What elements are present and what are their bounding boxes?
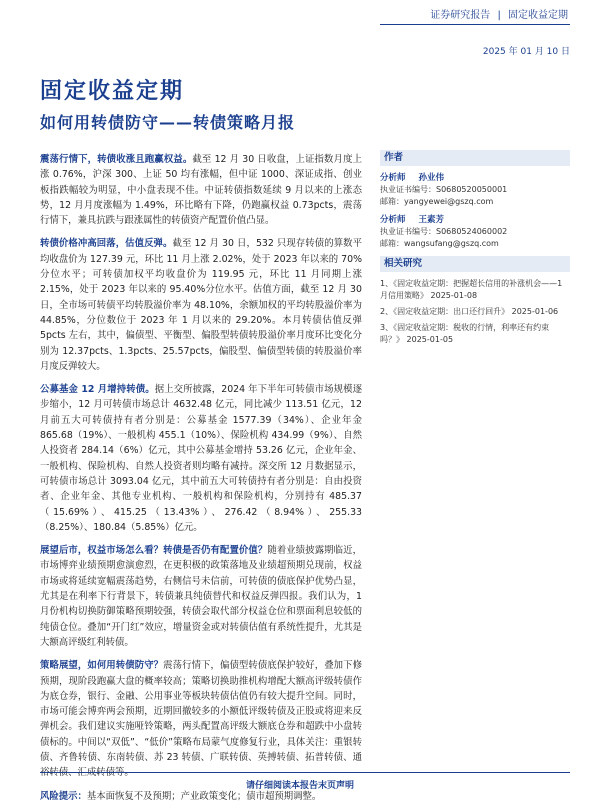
header-bar: [428, 6, 570, 21]
analyst-name: 王素芳: [418, 215, 444, 225]
section-holders: [40, 382, 362, 535]
analyst-cert: 执业证书编号：S0680520050001: [380, 185, 508, 194]
section-heading: 转债价格冲高回落，估值反弹。: [40, 238, 173, 250]
related-list: [380, 278, 570, 346]
section-heading: 风险提示：: [40, 790, 87, 802]
sidebar: [380, 150, 570, 350]
analyst-email[interactable]: 邮箱：wangsufang@gszq.com: [380, 239, 499, 248]
analyst-cert: 执业证书编号：S0680524060002: [380, 227, 508, 236]
section-heading: 展望后市，权益市场怎么看？转债是否仍有配置价值？: [40, 545, 268, 557]
section-body: 据上交所披露，2024 年下半年可转债市场规模逐步缩小，12 月可转债市场总计 4632.48 亿元，同比减少 113.51 亿元，12 月前五大可转债持有者分别是：公募基金 1577.39（34%）、企业年金 865.68（19%）、一般机构 455.1（10%）、保险机构 434.99（9%）、自然人投资者 284.14（6%）亿元，其中公募基金增持 53.26 亿元，企业年金、一般机构、保险机构、自然人投资者则均略有减持。深交所 12 月数据显示，可转债市场总计 3093.04 亿元，其中前五大可转债持有者分别是：自由投资者、企业年金、其他专业机构、一般机构和保险机构，分别持有 485.37（15.69%）、415.25（13.43%）、276.42（8.94%）、255.33（8.25%）、180.84（5.85%）亿元。: [40, 384, 363, 533]
section-body: 基本面恢复不及预期；产业政策变化；债市超预期调整。: [86, 790, 322, 802]
section-market: [40, 152, 362, 228]
analyst-email[interactable]: 邮箱：yangyewei@gszq.com: [380, 197, 494, 206]
related-title: 相关研究: [380, 256, 570, 272]
report-category-title: 固定收益定期: [40, 79, 185, 104]
related-item[interactable]: 2、《固定收益定期：出口还行回升》 2025-01-06: [380, 307, 559, 316]
section-body: 截至 12 月 30 日收盘，上证指数月度上涨 0.76%，沪深 300、上证 50 均有涨幅，但中证 1000、深证成指、创业板指跌幅较为明显，中小盘表现不佳。中证转债指数延续 9 月以来的上涨态势，12 月月度涨幅为 1.49%，环比略有下降，仍跑赢权益 0.73pcts，震荡行情下，兼具抗跌与跟涨属性的转债资产配置价值凸显。: [40, 154, 362, 227]
analyst-name: 孙业伟: [418, 173, 444, 183]
authors-title: 作者: [380, 150, 570, 166]
report-date: 2025 年 01 月 10 日: [482, 47, 570, 57]
section-heading: 策略展望，如何用转债防守？: [40, 660, 164, 672]
header-rule: [380, 24, 570, 25]
section-outlook: [40, 543, 362, 650]
footer-notice: 请仔细阅读本报告末页声明: [245, 781, 354, 791]
section-body: 随着业绩披露期临近，市场博弈业绩预期愈演愈烈，在更积极的政策落地及业绩超预期兑现前，权益市场或将延续宽幅震荡趋势，右侧信号未信前，可转债的债底保护优势凸显，尤其是在利率下行背景下，转债兼具纯债替代和权益反弹四报。我们认为，1 月份机构切换防御策略预期较强，转债会取代部分权益仓位和票面利息较低的纯债仓位。叠加“开门红”效应，增量资金或对转债估值有系统性提升，尤其是大额高评级红利转债。: [40, 545, 362, 648]
analyst-card: [380, 214, 570, 250]
header-separator: |: [497, 10, 501, 21]
section-valuation: [40, 236, 362, 374]
section-body: 截至 12 月 30 日，532 只现存转债的算数平均收盘价为 127.39 元，环比 11 月上涨 2.02%，处于 2023 年以来的 70%分位水平；可转债加权平均收盘价为 119.95 元，环比 11 月同期上涨 2.15%，处于 2023 年以来的 95.40%分位水平。估值方面，截至 12 月 30 日，全市场可转债平均转股溢价率为 48.10%，余额加权的平均转股溢价率为 44.85%，分位数位于 2023 年 1 月以来的 29.20%。本月转债估值反弹 5pcts 左右，其中，偏债型、平衡型、偏股型转债转股溢价率月度环比变化分别为 12.37pcts、1.3pcts、25.57pcts，偏股型、偏债型转债的转股溢价率月度反弹较大。: [40, 238, 362, 372]
related-item[interactable]: 1、《固定收益定期：把握超长信用的补涨机会——1 月信用策略》 2025-01-08: [380, 279, 563, 300]
main-content: [40, 152, 362, 812]
section-strategy: [40, 658, 362, 780]
section-heading: 公募基金 12 月增持转债。: [40, 384, 155, 396]
section-body: 震荡行情下，偏债型转债底保护较好，叠加下修预期，现阶段跑赢大盘的概率较高；策略切换助推机构增配大额高评级转债作为底仓券，银行、金融、公用事业等板块转债估值仍有较大提升空间。同时，市场可能会博弈两会预期，近期回撤较多的小额低评级转债及正股或将迎来反弹机会。我们建议实施哑铃策略，两头配置高评级大额底仓券和超跌中小盘转债标的。中间以“双低”、“低价”策略布局蒙气度修复行业，具体关注：重银转债、齐鲁转债、东南转债、苏 23 转债、广联转债、英搏转债、拓普转债、通: [40, 660, 362, 763]
related-item[interactable]: 3、《固定收益定期：税收的行情，利率还有约束吗？》 2025-01-05: [380, 323, 550, 344]
header-category: 固定收益定期: [508, 10, 568, 21]
section-heading: 震荡行情下，转债收涨且跑赢权益。: [40, 154, 193, 165]
footer-rule: [40, 772, 570, 773]
report-type: 证券研究报告: [430, 10, 491, 21]
analyst-role: 分析师: [380, 173, 406, 183]
analyst-role: 分析师: [380, 215, 406, 225]
analyst-card: [380, 172, 570, 208]
report-subtitle: 如何用转债防守——转债策略月报: [40, 113, 296, 132]
